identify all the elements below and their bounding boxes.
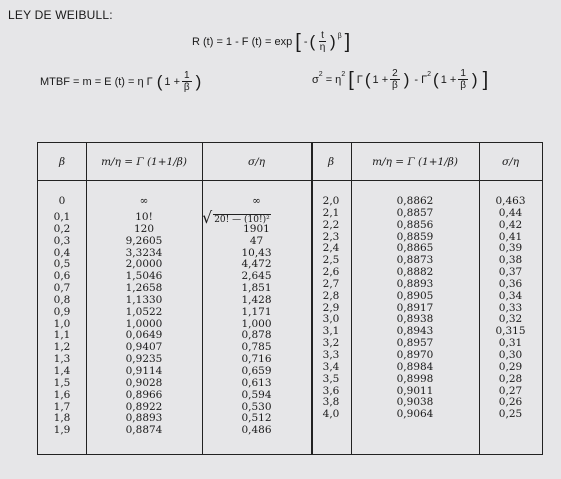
formula1-frac-den: η [319, 42, 326, 53]
table-cell-m: 0,8893 [396, 277, 434, 290]
zero-row-m: ∞ [139, 195, 149, 207]
table-cell-beta: 0,4 [53, 246, 71, 259]
table-cell-sigma: 4,472 [241, 258, 272, 271]
page-title: LEY DE WEIBULL: [8, 8, 113, 22]
table-cell-m: 0,8859 [396, 230, 434, 243]
table-cell-beta: 2,5 [322, 254, 340, 267]
table-cell-sigma: 0,41 [498, 230, 523, 243]
table-cell-beta: 1,4 [53, 364, 71, 377]
paren-open: ( [309, 32, 316, 51]
formula2-lhs: MTBF = m = E (t) = η Γ [40, 75, 153, 88]
table-cell-m: 0,0649 [125, 329, 163, 342]
table-cell-beta: 1,9 [53, 424, 71, 437]
table-cell-m: 0,8874 [125, 424, 163, 437]
table-cell-sigma: 0,28 [498, 372, 523, 385]
table-cell-sigma: 0,38 [498, 254, 523, 267]
table-cell-m: 0,8943 [396, 325, 434, 338]
formula1-frac-num: t [321, 30, 324, 41]
table-cell-m: 0,8893 [125, 412, 163, 425]
table-cell-sigma: 0,659 [241, 364, 272, 377]
mtbf-formula [40, 70, 203, 93]
formula2-frac-num: 1 [184, 70, 190, 81]
table-cell-sigma: 0,512 [241, 412, 272, 425]
formula3-eq: = η [325, 73, 342, 86]
table-cell-beta: 1,2 [53, 341, 71, 354]
table-cell-sigma: 0,463 [495, 195, 526, 207]
col-sigma-left [202, 208, 311, 437]
table-cell-m: 1,0000 [125, 317, 163, 330]
reliability-formula [192, 30, 353, 53]
table-cell-beta: 0,6 [53, 270, 71, 283]
variance-formula [312, 68, 491, 91]
formula3-sq: 2 [318, 71, 323, 78]
header-sigma-right: σ/η [502, 155, 519, 168]
table-cell-beta: 2,0 [322, 195, 340, 207]
zero-row-sigma: ∞ [252, 195, 261, 207]
table-cell-m: 0,9235 [125, 353, 163, 366]
table-cell-sigma: 0,44 [498, 206, 523, 219]
table-cell-m: 2,0000 [125, 258, 163, 271]
table-cell-sigma: 0,34 [498, 289, 523, 302]
table-cell-sigma: 0,29 [498, 360, 523, 373]
table-cell-sigma: 0,785 [241, 341, 272, 354]
table-cell-m: 1,0522 [125, 305, 163, 318]
table-cell-m: 0,8873 [396, 254, 434, 267]
col-m-left [86, 212, 202, 437]
formula3-frac-a-num: 2 [392, 68, 398, 79]
formula2-one-plus: 1 + [164, 75, 180, 88]
paren-close: ) [329, 32, 336, 51]
table-cell-beta: 3,0 [322, 313, 340, 326]
table-cell-sigma: 0,530 [241, 400, 272, 413]
formula3-sq2: 2 [341, 71, 346, 78]
table-cell-m: 9,2605 [125, 234, 163, 247]
table-cell-beta: 1,1 [53, 329, 71, 342]
table-cell-sigma: 0,716 [241, 353, 272, 366]
table-cell-sigma: 0,31 [498, 337, 523, 350]
paren-close: ) [403, 70, 410, 89]
formula3-lhs: σ [312, 73, 319, 86]
table-cell-m: 0,8856 [396, 218, 434, 231]
table-cell-beta: 1,3 [53, 353, 71, 366]
header-m-left: m/η = Γ (1+1/β) [101, 155, 187, 168]
formula3-minus: - Γ [414, 73, 428, 86]
header-sigma-left: σ/η [248, 155, 265, 168]
table-cell-beta: 3,2 [322, 337, 340, 350]
table-cell-beta: 1,5 [53, 376, 71, 389]
table-cell-sigma: 0,32 [498, 313, 523, 326]
table-cell-beta: 3,4 [322, 360, 340, 373]
bracket-open: [ [348, 68, 354, 91]
table-cell-sigma: 0,613 [241, 376, 272, 389]
table-cell-sigma: 0,25 [498, 408, 523, 421]
table-cell-sigma: 47 [249, 234, 264, 247]
table-cell-beta: 3,3 [322, 348, 340, 361]
table-cell-m: 0,8882 [396, 266, 434, 279]
formula1-exponent: β [337, 33, 342, 40]
formula3-frac-a-den: β [392, 80, 398, 91]
table-cell-beta: 0,2 [53, 222, 71, 235]
header-m-right: m/η = Γ (1+1/β) [372, 155, 458, 168]
table-cell-m: 0,9407 [125, 341, 163, 354]
table-cell-beta: 4,0 [322, 408, 340, 421]
formula1-lhs: R (t) = 1 - F (t) = exp [192, 35, 293, 48]
paren-open: ( [156, 72, 163, 91]
table-cell-sigma: 0,26 [498, 396, 523, 409]
bracket-close: ] [344, 30, 351, 53]
formula3-one-plus-b: 1 + [440, 73, 457, 86]
table-cell-beta: 2,9 [322, 301, 340, 314]
table-cell-m: 120 [133, 222, 155, 235]
table-cell-m: 0,8938 [396, 313, 434, 326]
table-cell-sigma: 0,315 [495, 325, 526, 338]
paren-open: ( [433, 70, 439, 89]
table-cell-sigma: 0,42 [498, 218, 523, 231]
table-cell-m: 0,9114 [125, 364, 163, 377]
formula3-fraction-a [390, 68, 400, 91]
table-cell-m: 0,8922 [125, 400, 163, 413]
table-cell-beta: 2,2 [322, 218, 340, 231]
col-beta-left [38, 212, 86, 437]
table-cell-m: 0,9028 [125, 376, 163, 389]
formula2-frac-den: β [183, 82, 190, 93]
table-cell-sigma: 0,594 [241, 388, 272, 401]
formula3-one-plus-a: 1 + [372, 73, 389, 86]
table-cell-beta: 2,1 [322, 206, 340, 219]
table-cell-m: 0,9038 [396, 396, 434, 409]
table-cell-m: 10! [135, 211, 153, 223]
table-cell-beta: 1,6 [53, 388, 71, 401]
table-cell-sigma: 0,33 [498, 301, 523, 314]
table-cell-beta: 3,5 [322, 372, 340, 385]
formula2-fraction [182, 70, 192, 93]
radical-icon: √ [202, 208, 213, 227]
col-beta-right [311, 196, 351, 421]
table-cell-m: 0,9011 [396, 384, 434, 397]
table-cell-sigma: 1,171 [241, 305, 272, 318]
col-m-right [351, 196, 479, 421]
table-cell-beta: 2,3 [322, 230, 340, 243]
table-cell-beta: 0,1 [53, 211, 71, 223]
table-cell-m: 1,5046 [125, 270, 163, 283]
bracket-close: ] [482, 68, 489, 91]
paren-open: ( [364, 70, 371, 89]
table-cell-m: 0,8862 [396, 195, 434, 207]
table-cell-sigma: 0,37 [498, 266, 523, 279]
table-cell-sigma: 0,39 [498, 242, 523, 255]
paren-close: ) [471, 70, 478, 89]
table-cell-m: 0,8970 [396, 348, 434, 361]
table-cell-beta: 3,8 [322, 396, 340, 409]
table-cell-sigma: 0,878 [241, 329, 272, 342]
table-cell-beta: 2,4 [322, 242, 340, 255]
table-cell-m: 0,8857 [396, 206, 434, 219]
sqrt-argument: 20! — (10!)² [214, 215, 270, 225]
paren-close: ) [195, 72, 202, 91]
table-cell-sigma: 0,36 [498, 277, 523, 290]
table-cell-beta: 2,6 [322, 266, 340, 279]
table-cell-m: 1,2658 [125, 282, 163, 295]
table-cell-m: 0,8957 [396, 337, 434, 350]
header-beta-right: β [327, 155, 335, 168]
formula3-sq3: 2 [427, 71, 432, 78]
table-cell-m: 1,1330 [125, 293, 163, 306]
table-cell-m: 3,3234 [125, 246, 163, 259]
col-sigma-right [479, 196, 542, 421]
formula3-gamma: Γ [356, 73, 363, 86]
table-cell-m: 0,8905 [396, 289, 434, 302]
formula1-minus: - [303, 35, 308, 48]
table-cell-sigma: 0,27 [498, 384, 523, 397]
table-cell-m: 0,9064 [396, 408, 434, 421]
weibull-table [37, 142, 543, 455]
table-cell-sigma: 2,645 [241, 270, 272, 283]
formula1-fraction [319, 30, 326, 53]
table-cell-sigma: 1901 [243, 222, 270, 235]
zero-row-beta: 0 [58, 195, 66, 207]
table-cell-beta: 0,9 [53, 305, 71, 318]
header-beta-left: β [58, 155, 66, 168]
table-cell-beta: 1,7 [53, 400, 71, 413]
table-cell-sigma: 1,851 [241, 282, 272, 295]
table-cell-beta: 2,8 [322, 289, 340, 302]
formula3-frac-b-num: 1 [460, 68, 466, 79]
bracket-open: [ [295, 30, 301, 53]
table-cell-sigma: 1,428 [241, 293, 272, 306]
header-divider [38, 180, 542, 181]
table-cell-m: 0,8865 [396, 242, 434, 255]
table-cell-beta: 1,8 [53, 412, 71, 425]
table-cell-beta: 0,3 [53, 234, 71, 247]
table-cell-beta: 3,6 [322, 384, 340, 397]
table-cell-m: 0,8998 [396, 372, 434, 385]
table-cell-m: 0,8917 [396, 301, 434, 314]
formula3-fraction-b [458, 68, 468, 91]
table-cell-sigma: 0,486 [241, 424, 272, 437]
table-cell-beta: 0,5 [53, 258, 71, 271]
table-cell-sigma: 1,000 [241, 317, 272, 330]
table-cell-beta: 2,7 [322, 277, 340, 290]
table-cell-beta: 0,7 [53, 282, 71, 295]
table-cell-sigma: 10,43 [241, 246, 272, 259]
table-cell-beta: 3,1 [322, 325, 340, 338]
table-cell-beta: 0,8 [53, 293, 71, 306]
table-cell-m: 0,8984 [396, 360, 434, 373]
formula3-frac-b-den: β [460, 80, 466, 91]
table-cell-sigma: 0,30 [498, 348, 523, 361]
table-cell-beta: 1,0 [53, 317, 71, 330]
table-cell-m: 0,8966 [125, 388, 163, 401]
